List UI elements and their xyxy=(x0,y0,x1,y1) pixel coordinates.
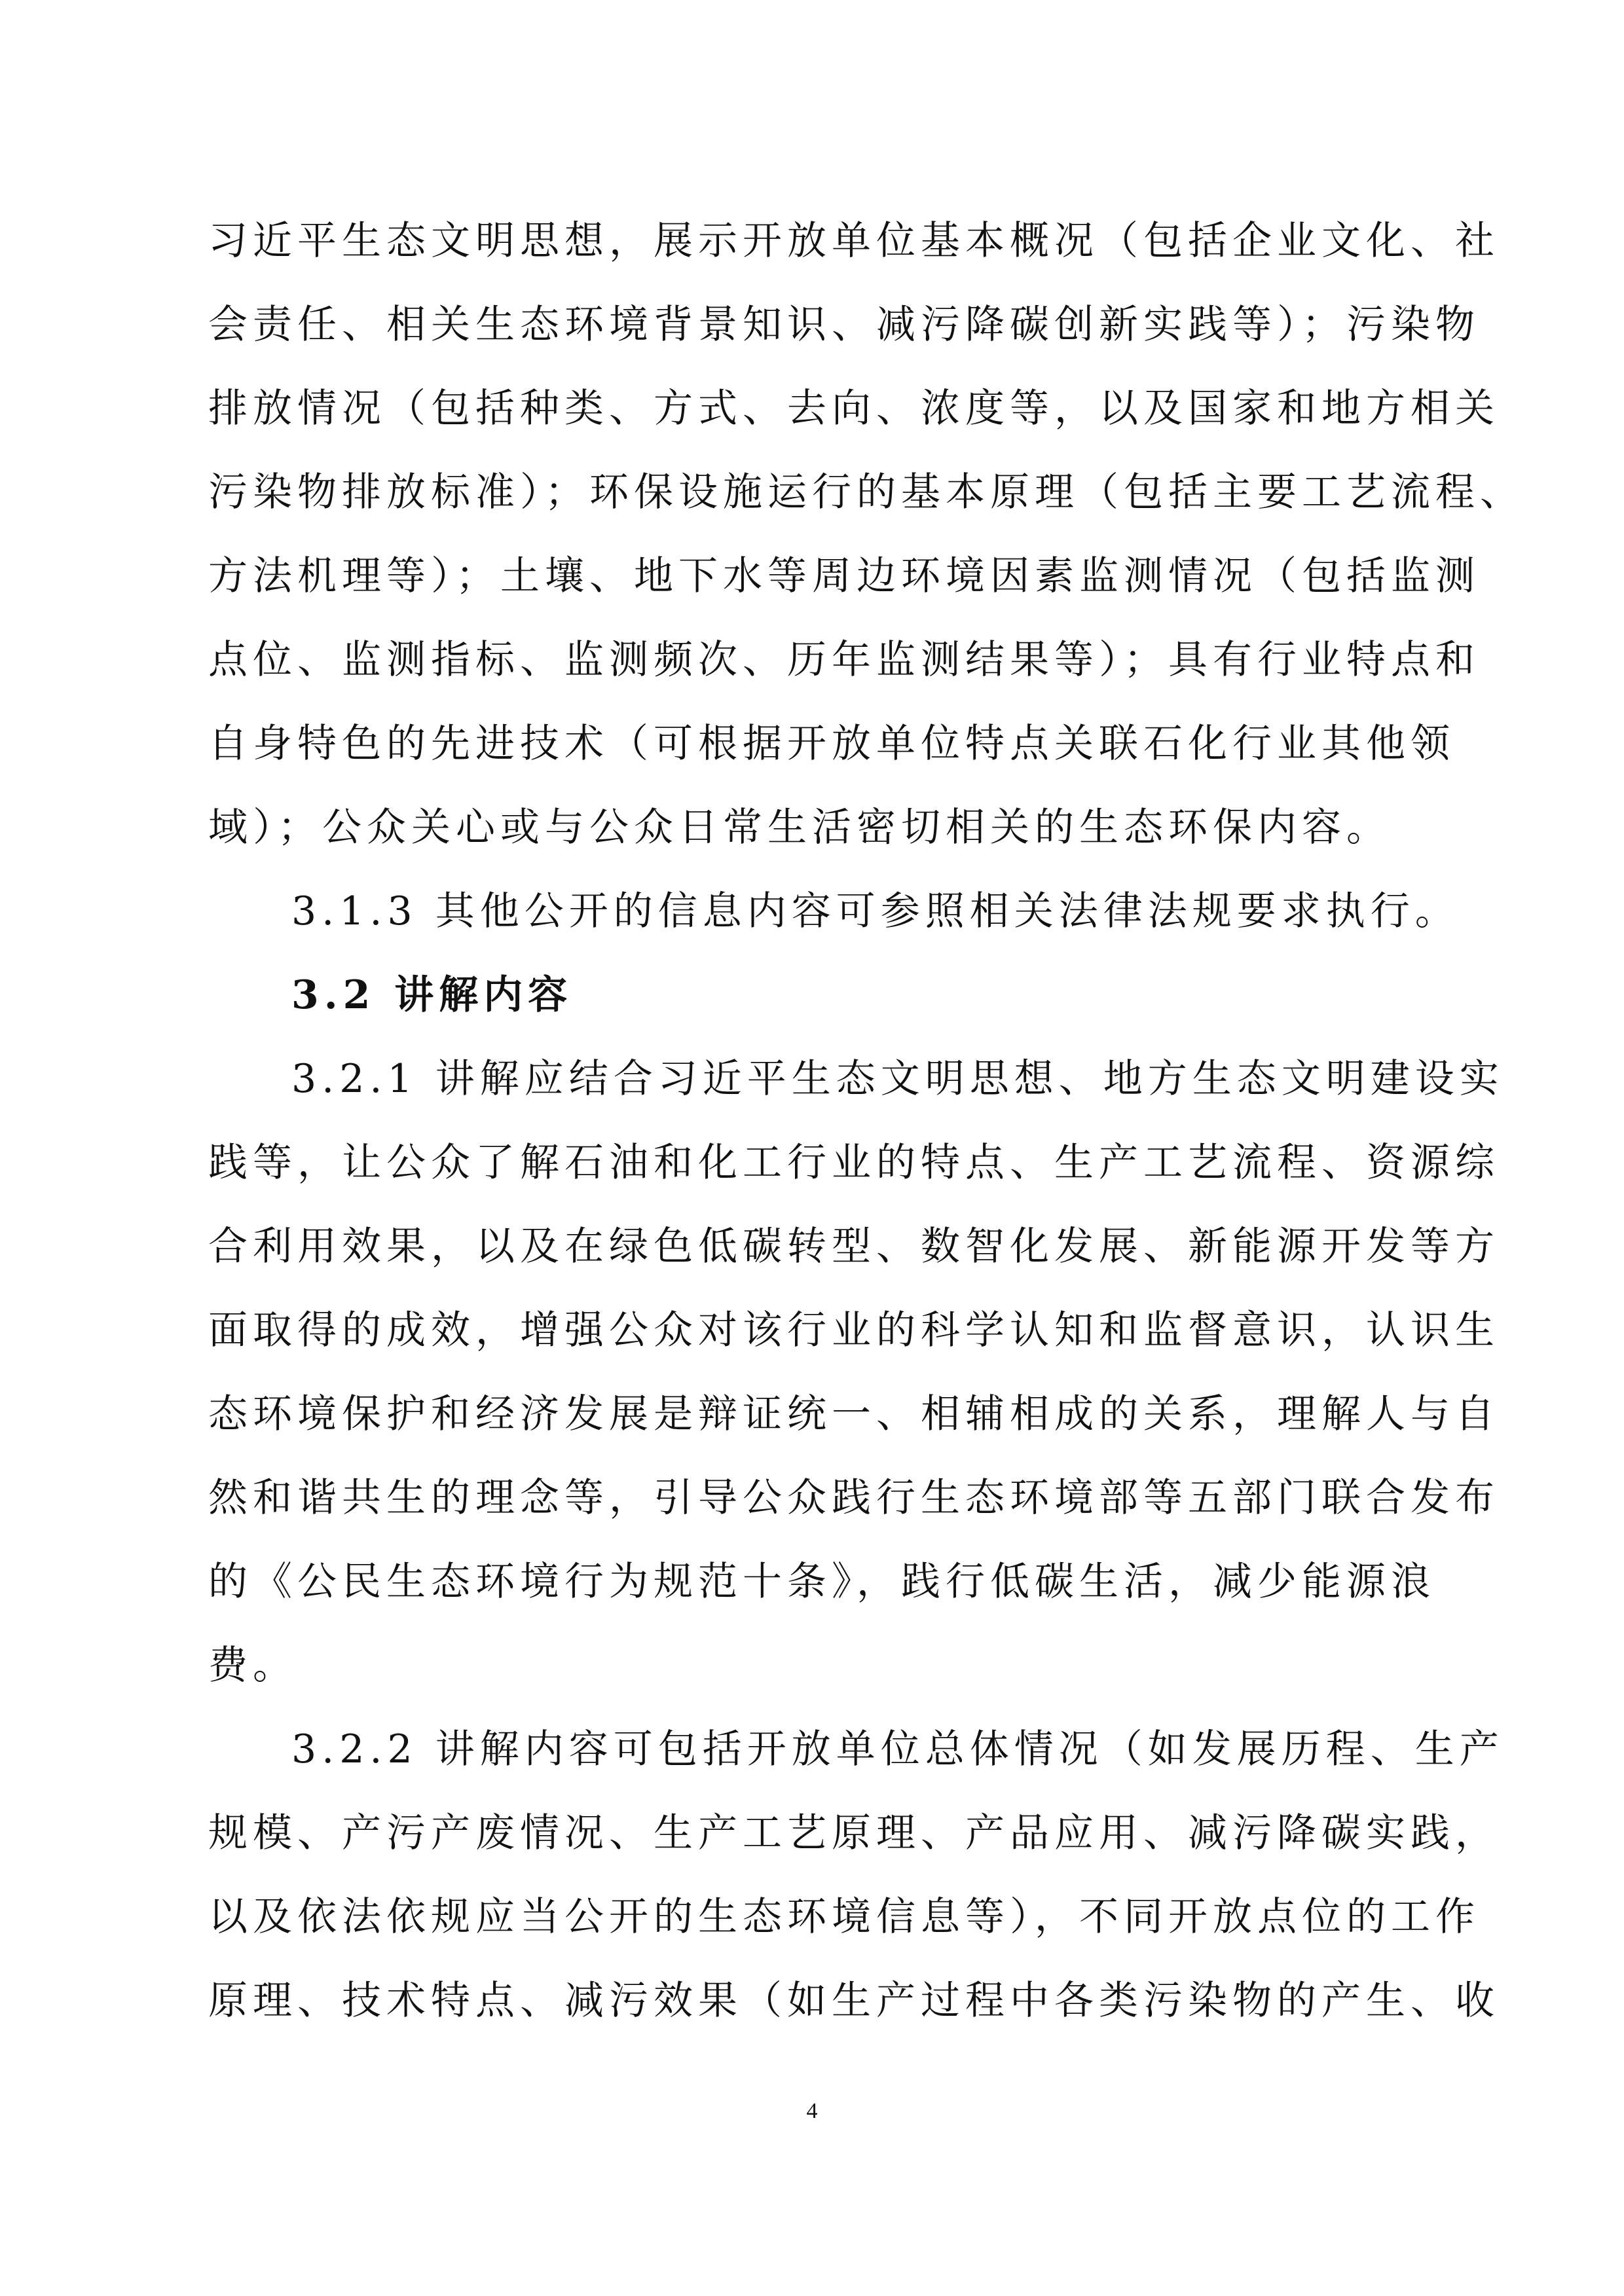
paragraph-line: 习近平生态文明思想，展示开放单位基本概况（包括企业文化、社 xyxy=(208,218,1500,264)
paragraph-line: 3.1.3 其他公开的信息内容可参照相关法律法规要求执行。 xyxy=(291,888,1460,934)
paragraph-line: 污染物排放标准）；环保设施运行的基本原理（包括主要工艺流程、 xyxy=(208,469,1524,515)
page-number: 4 xyxy=(806,2099,818,2123)
paragraph-line: 以及依法依规应当公开的生态环境信息等），不同开放点位的工作 xyxy=(208,1894,1480,1940)
paragraph-line: 排放情况（包括种类、方式、去向、浓度等，以及国家和地方相关 xyxy=(208,386,1500,431)
paragraph-line: 自身特色的先进技术（可根据开放单位特点关联石化行业其他领 xyxy=(208,721,1455,767)
paragraph-line: 点位、监测指标、监测频次、历年监测结果等）；具有行业特点和 xyxy=(208,637,1480,683)
paragraph-line: 费。 xyxy=(208,1643,297,1688)
paragraph-line: 域）；公众关心或与公众日常生活密切相关的生态环保内容。 xyxy=(208,805,1391,850)
paragraph-line: 规模、产污产废情况、生产工艺原理、产品应用、减污降碳实践， xyxy=(208,1810,1500,1856)
paragraph-line: 践等，让公众了解石油和化工行业的特点、生产工艺流程、资源综 xyxy=(208,1140,1500,1186)
paragraph-line: 会责任、相关生态环境背景知识、减污降碳创新实践等）；污染物 xyxy=(208,302,1480,348)
paragraph-line: 的《公民生态环境行为规范十条》，践行低碳生活，减少能源浪 xyxy=(208,1559,1435,1605)
paragraph-line: 态环境保护和经济发展是辩证统一、相辅相成的关系，理解人与自 xyxy=(208,1391,1500,1437)
paragraph-line: 3.2.1 讲解应结合习近平生态文明思想、地方生态文明建设实 xyxy=(291,1056,1504,1102)
paragraph-line: 方法机理等）；土壤、地下水等周边环境因素监测情况（包括监测 xyxy=(208,553,1480,599)
paragraph-line: 然和谐共生的理念等，引导公众践行生态环境部等五部门联合发布 xyxy=(208,1475,1500,1521)
paragraph-line: 原理、技术特点、减污效果（如生产过程中各类污染物的产生、收 xyxy=(208,1978,1500,2024)
section-heading: 3.2 讲解内容 xyxy=(291,972,573,1018)
paragraph-line: 3.2.2 讲解内容可包括开放单位总体情况（如发展历程、生产 xyxy=(291,1726,1504,1772)
paragraph-line: 面取得的成效，增强公众对该行业的科学认知和监督意识，认识生 xyxy=(208,1307,1500,1353)
paragraph-line: 合利用效果，以及在绿色低碳转型、数智化发展、新能源开发等方 xyxy=(208,1224,1500,1269)
